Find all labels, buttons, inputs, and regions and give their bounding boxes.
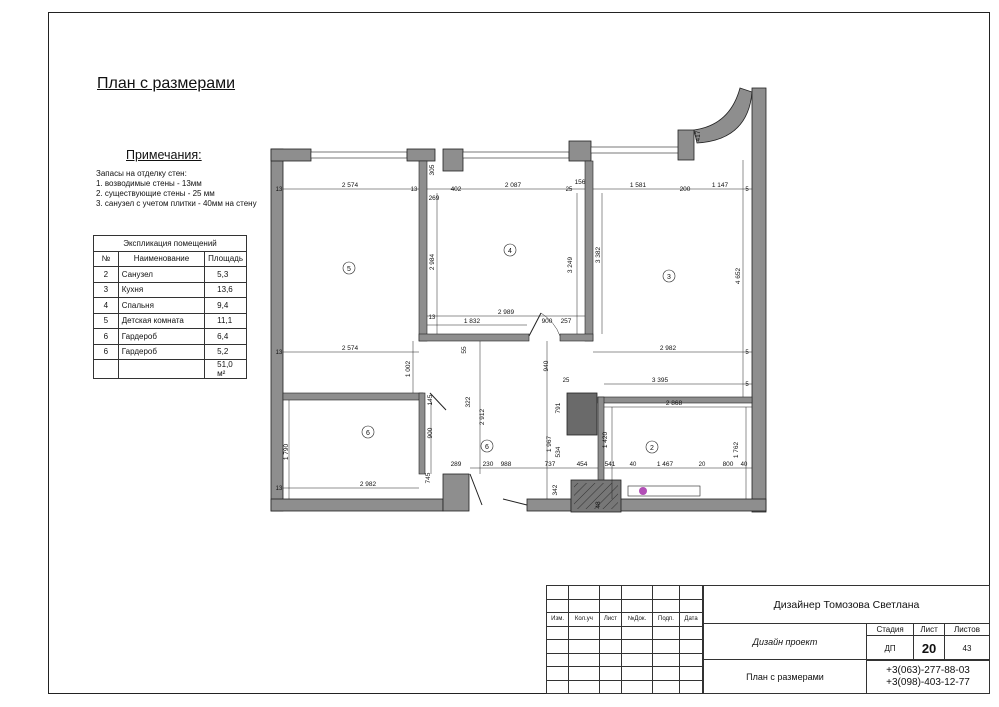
contact-phones <box>866 659 990 694</box>
dim-label: 791 <box>555 402 562 414</box>
rev-col-header: №Док. <box>622 613 653 627</box>
notes-line: 1. возводимые стены - 13мм <box>96 179 202 188</box>
title-block <box>546 585 990 694</box>
room-area: 6,4 <box>205 329 247 345</box>
wall-bottom-left <box>271 499 443 511</box>
explication-header-name: Наименование <box>118 251 204 267</box>
dim-label: 988 <box>500 461 512 468</box>
room-name: Гардероб <box>118 329 204 345</box>
wall-int-h1 <box>419 334 529 341</box>
dim-label: 25 <box>562 378 570 384</box>
room-name: Детская комната <box>118 313 204 329</box>
sheet-info <box>866 623 990 660</box>
wall-bottom-pillar <box>443 474 469 511</box>
dim-label: 5 <box>745 187 749 193</box>
dim-label: 2 087 <box>504 182 522 189</box>
door-leaf-1 <box>529 313 541 336</box>
stage-header: Стадия <box>867 624 914 636</box>
bath-counter <box>628 486 700 496</box>
dim-label: 417 <box>695 130 702 142</box>
room-no: 3 <box>94 282 119 298</box>
dim-label: 745 <box>425 472 432 484</box>
dim-label: 2 984 <box>429 253 436 271</box>
designer-name: Дизайнер Томозова Светлана <box>703 585 990 624</box>
dim-label: 269 <box>428 195 440 202</box>
door-leaf-3 <box>470 474 482 505</box>
rev-col-header: Лист <box>599 613 622 627</box>
wall-int-v3 <box>419 393 425 474</box>
room-name: Спальня <box>118 298 204 314</box>
dim-label: 55 <box>461 346 468 354</box>
wall-bay <box>694 88 752 143</box>
window-top-left <box>311 152 407 158</box>
notes-title: Примечания: <box>126 148 202 162</box>
dim-label: 13 <box>428 315 436 321</box>
explication-header-no: № <box>94 251 119 267</box>
dim-label: 13 <box>410 187 418 193</box>
dim-label: 40 <box>629 462 637 468</box>
rev-col-header: Подп. <box>652 613 679 627</box>
rev-col-header: Кол.уч <box>569 613 599 627</box>
sheet-header: Лист <box>914 624 945 636</box>
dim-label: 342 <box>552 484 559 496</box>
dim-label: 13 <box>275 486 283 492</box>
rev-col-header: Дата <box>680 613 703 627</box>
room-no: 6 <box>94 329 119 345</box>
dim-label: 454 <box>576 461 588 468</box>
dim-label: 2 989 <box>497 309 515 316</box>
room-name: Санузел <box>118 267 204 283</box>
dim-label: 1 420 <box>602 431 609 449</box>
door-leaf-4 <box>503 499 527 505</box>
dim-label: 534 <box>555 446 562 458</box>
dim-label: 4 652 <box>735 267 742 285</box>
room-number: 5 <box>347 266 351 273</box>
dim-label: 3 249 <box>567 256 574 274</box>
dim-label: 1 762 <box>733 441 740 459</box>
dim-label: 541 <box>604 461 616 468</box>
dim-label: 1 147 <box>711 182 729 189</box>
dim-label: 156 <box>574 179 586 186</box>
dim-label: 13 <box>275 187 283 193</box>
room-number: 3 <box>667 274 671 281</box>
dim-label: 322 <box>465 396 472 408</box>
dim-label: 2 868 <box>665 400 683 407</box>
room-number: 4 <box>508 248 512 255</box>
sheet-number: 20 <box>914 636 945 661</box>
dim-label: 900 <box>541 318 553 325</box>
phone-number: +3(063)-277-88-03 <box>886 664 970 676</box>
dim-label: 2 982 <box>659 345 677 352</box>
room-no: 2 <box>94 267 119 283</box>
dim-label: 145 <box>427 394 434 406</box>
dim-label: 1 967 <box>546 435 553 453</box>
wall-int-h3 <box>283 393 423 400</box>
notes-line: 3. санузел с учетом плитки - 40мм на стену <box>96 199 257 208</box>
wall-bottom-right <box>620 499 766 511</box>
room-number: 2 <box>650 445 654 452</box>
room-no: 6 <box>94 344 119 360</box>
rev-col-header: Изм. <box>547 613 569 627</box>
dim-label: 3 382 <box>595 246 602 264</box>
dim-label: 2 574 <box>341 182 359 189</box>
dim-label: 800 <box>722 461 734 468</box>
dim-label: 2 982 <box>359 481 377 488</box>
wall-top-pillar-3 <box>569 141 591 161</box>
window-top-mid <box>463 152 569 158</box>
dim-label: 5 <box>745 382 749 388</box>
dimension-lines <box>283 160 752 499</box>
wall-top-pillar-4 <box>678 130 694 160</box>
wall-bottom-mid <box>527 499 571 511</box>
wall-int-v1 <box>419 161 427 341</box>
page-title: План с размерами <box>97 75 236 92</box>
room-no: 5 <box>94 313 119 329</box>
room-area: 5,2 <box>205 344 247 360</box>
dim-label: 940 <box>543 360 550 372</box>
dim-label: 305 <box>429 164 436 176</box>
room-name: Кухня <box>118 282 204 298</box>
walls <box>271 88 766 512</box>
dim-label: 48 <box>595 501 602 509</box>
window-top-right <box>591 147 687 153</box>
phone-number: +3(098)-403-12-77 <box>886 676 970 688</box>
dim-label: 1 002 <box>405 360 412 378</box>
room-number-labels <box>347 248 671 452</box>
dim-label: 737 <box>544 461 556 468</box>
room-number: 6 <box>366 430 370 437</box>
dimension-labels <box>283 130 742 508</box>
explication-title: Экспликация помещений <box>94 236 247 252</box>
wall-top-pillar-2 <box>443 149 463 171</box>
wall-right <box>752 88 766 512</box>
notes-line: 2. существующие стены - 25 мм <box>96 189 215 198</box>
dim-label: 900 <box>427 427 434 439</box>
dim-label: 2 912 <box>479 408 486 426</box>
wall-int-h2 <box>560 334 593 341</box>
dim-label: 1 790 <box>283 443 290 461</box>
dim-label: 20 <box>698 462 706 468</box>
sheets-total: 43 <box>944 636 989 661</box>
room-area: 11,1 <box>205 313 247 329</box>
dim-label: 25 <box>565 187 573 193</box>
room-markers <box>343 244 675 453</box>
wall-top-pillar <box>407 149 435 161</box>
dim-label: 5 <box>745 350 749 356</box>
room-area: 5,3 <box>205 267 247 283</box>
total-area: 51,0 м² <box>205 360 247 379</box>
room-number: 6 <box>485 444 489 451</box>
stage-value: ДП <box>867 636 914 661</box>
sheets-header: Листов <box>944 624 989 636</box>
dim-label: 2 574 <box>341 345 359 352</box>
dim-label: 230 <box>482 461 494 468</box>
room-no: 4 <box>94 298 119 314</box>
dim-label: 1 581 <box>629 182 647 189</box>
dim-label: 402 <box>450 186 462 193</box>
revision-grid <box>546 585 703 694</box>
wall-top-left <box>271 149 311 161</box>
room-area: 9,4 <box>205 298 247 314</box>
dim-label: 289 <box>450 461 462 468</box>
project-type: Дизайн проект <box>703 623 867 660</box>
drawing-name: План с размерами <box>703 659 867 694</box>
dim-label: 40 <box>740 462 748 468</box>
notes-line: Запасы на отделку стен: <box>96 169 187 178</box>
dim-label: 1 467 <box>656 461 674 468</box>
dim-label: 200 <box>679 186 691 193</box>
dim-label: 257 <box>560 318 572 325</box>
wall-left <box>271 149 283 511</box>
wall-int-v2 <box>585 161 593 341</box>
wall-shaft <box>567 393 597 435</box>
drain-marker <box>639 487 647 495</box>
room-area: 13,6 <box>205 282 247 298</box>
dim-label: 1 832 <box>463 318 481 325</box>
room-name: Гардероб <box>118 344 204 360</box>
dim-label: 13 <box>275 350 283 356</box>
dim-label: 3 395 <box>651 377 669 384</box>
explication-header-area: Площадь <box>205 251 247 267</box>
